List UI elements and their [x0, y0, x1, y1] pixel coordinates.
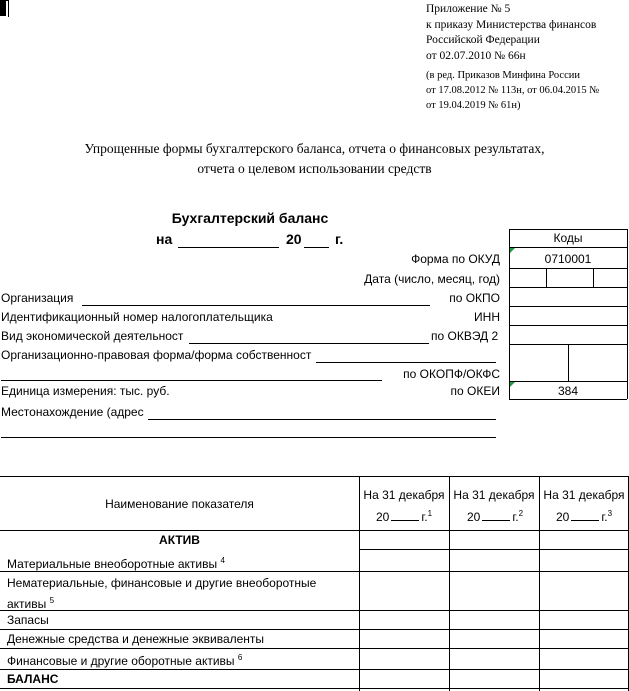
- year-blank: [391, 509, 419, 521]
- intro-title: [0, 139, 629, 179]
- column-header-2-year: [467, 507, 523, 524]
- footnote-ref: 3: [607, 509, 613, 518]
- table-row-line: [0, 629, 629, 630]
- table-row: [7, 651, 242, 668]
- appendix-line: от 02.07.2010 № 66н: [426, 49, 526, 62]
- activity-input-line[interactable]: [189, 343, 429, 344]
- inn-label: Идентификационный номер налогоплательщика: [1, 310, 273, 324]
- table-row: [7, 554, 225, 571]
- row-label: Денежные средства и денежные эквиваленты: [7, 632, 265, 646]
- date-year-prefix: 20: [286, 231, 302, 247]
- date-cell-divider: [546, 268, 547, 287]
- column-header-date: На 31 декабря: [363, 488, 445, 502]
- location-input-line-2[interactable]: [1, 437, 496, 438]
- appendix-note: [426, 2, 629, 64]
- location-label: Местонахождение (адрес: [1, 405, 144, 419]
- column-header-date: На 31 декабря: [453, 488, 535, 502]
- table-column-line: [359, 476, 360, 691]
- year-suffix: г.: [601, 510, 608, 524]
- year-prefix: 20: [376, 510, 390, 524]
- row-label: Материальные внеоборотные активы: [7, 557, 218, 571]
- column-header-3-year: [556, 507, 612, 524]
- codes-top-border: [509, 229, 627, 230]
- table-row: [7, 575, 357, 613]
- year-prefix: 20: [556, 510, 570, 524]
- year-blank: [571, 509, 599, 521]
- codes-divider: [509, 287, 627, 288]
- date-year-suffix: г.: [335, 231, 344, 247]
- row-label: Запасы: [7, 613, 49, 627]
- intro-line: отчета о целевом использовании средств: [197, 161, 432, 176]
- legal-form-input-line-2[interactable]: [1, 380, 382, 381]
- organization-input-line[interactable]: [82, 305, 430, 306]
- codes-bottom-border: [509, 399, 627, 400]
- codes-right-border: [627, 229, 628, 399]
- legal-form-input-line[interactable]: [316, 362, 496, 363]
- column-header-3: [539, 488, 629, 502]
- year-suffix: г.: [512, 510, 519, 524]
- footnote-ref: 1: [427, 509, 433, 518]
- okved-label: по ОКВЭД 2: [431, 329, 499, 343]
- corner-marker-edge: [6, 0, 9, 17]
- table-column-line: [449, 476, 450, 691]
- balance-total-row: БАЛАНС: [7, 672, 59, 686]
- column-header-2: [449, 488, 539, 502]
- okud-code: 0710001: [544, 252, 592, 266]
- indicator-name-header: Наименование показателя: [105, 497, 254, 511]
- column-header-1: [359, 488, 449, 502]
- okei-code: 384: [557, 384, 579, 398]
- year-suffix: г.: [421, 510, 428, 524]
- date-year-line: [304, 247, 329, 248]
- activity-label: Вид экономической деятельност: [1, 329, 184, 343]
- footnote-ref: 2: [518, 509, 524, 518]
- year-blank: [482, 509, 510, 521]
- organization-label: Организация: [1, 291, 74, 305]
- inn-code-label: ИНН: [474, 310, 500, 324]
- column-header-1-year: [376, 507, 432, 524]
- intro-line: Упрощенные формы бухгалтерского баланса, отчета о финансовых результатах,: [84, 141, 545, 156]
- table-row-line: [0, 669, 629, 670]
- revision-line: от 19.04.2019 № 61н): [426, 100, 521, 111]
- legal-form-label: Организационно-правовая форма/форма собственност: [1, 348, 312, 362]
- okopf-cell-divider: [568, 344, 569, 381]
- page-title: Бухгалтерский баланс: [171, 210, 329, 226]
- footnote-ref: 6: [237, 653, 243, 662]
- column-header-date: На 31 декабря: [543, 488, 625, 502]
- codes-divider: [509, 381, 627, 382]
- date-on-label: на: [156, 231, 173, 247]
- row-label-cont: активы: [7, 597, 47, 611]
- okopf-label: по ОКОПФ/ОКФС: [403, 367, 500, 381]
- codes-divider: [509, 306, 627, 307]
- codes-divider: [509, 268, 627, 269]
- appendix-line: Российской Федерации: [426, 34, 540, 46]
- revision-line: (в ред. Приказов Минфина России: [426, 70, 580, 81]
- codes-divider: [509, 247, 627, 248]
- okpo-label: по ОКПО: [449, 291, 500, 305]
- revision-line: от 17.08.2012 № 113н, от 06.04.2015 №: [426, 85, 600, 96]
- table-row-line: [0, 688, 629, 689]
- footnote-ref: 5: [49, 596, 55, 605]
- revision-note: [426, 68, 629, 113]
- codes-header: Коды: [553, 231, 583, 245]
- section-assets: АКТИВ: [159, 533, 200, 547]
- year-prefix: 20: [467, 510, 481, 524]
- row-label: Нематериальные, финансовые и другие внеоборотные: [7, 576, 317, 590]
- table-row: [7, 613, 49, 627]
- unit-label: Единица измерения: тыс. руб.: [1, 384, 170, 398]
- row-label: Финансовые и другие оборотные активы: [7, 654, 235, 668]
- table-header-bottom: [0, 530, 629, 531]
- footnote-ref: 4: [220, 556, 225, 565]
- location-input-line[interactable]: [148, 419, 496, 420]
- okei-label: по ОКЕИ: [450, 384, 500, 398]
- appendix-line: Приложение № 5: [426, 3, 511, 15]
- table-row: [7, 632, 264, 646]
- table-row-line: [359, 549, 629, 550]
- table-column-line: [539, 476, 540, 691]
- date-day-month-line: [178, 247, 279, 248]
- appendix-line: к приказу Министерства финансов: [426, 18, 597, 31]
- okud-label: Форма по ОКУД: [411, 252, 500, 266]
- date-cell-divider: [593, 268, 594, 287]
- table-row-line: [0, 571, 629, 572]
- codes-divider: [509, 325, 627, 326]
- date-label: Дата (число, месяц, год): [364, 272, 500, 286]
- table-row-line: [0, 648, 629, 649]
- table-top-border: [0, 476, 629, 477]
